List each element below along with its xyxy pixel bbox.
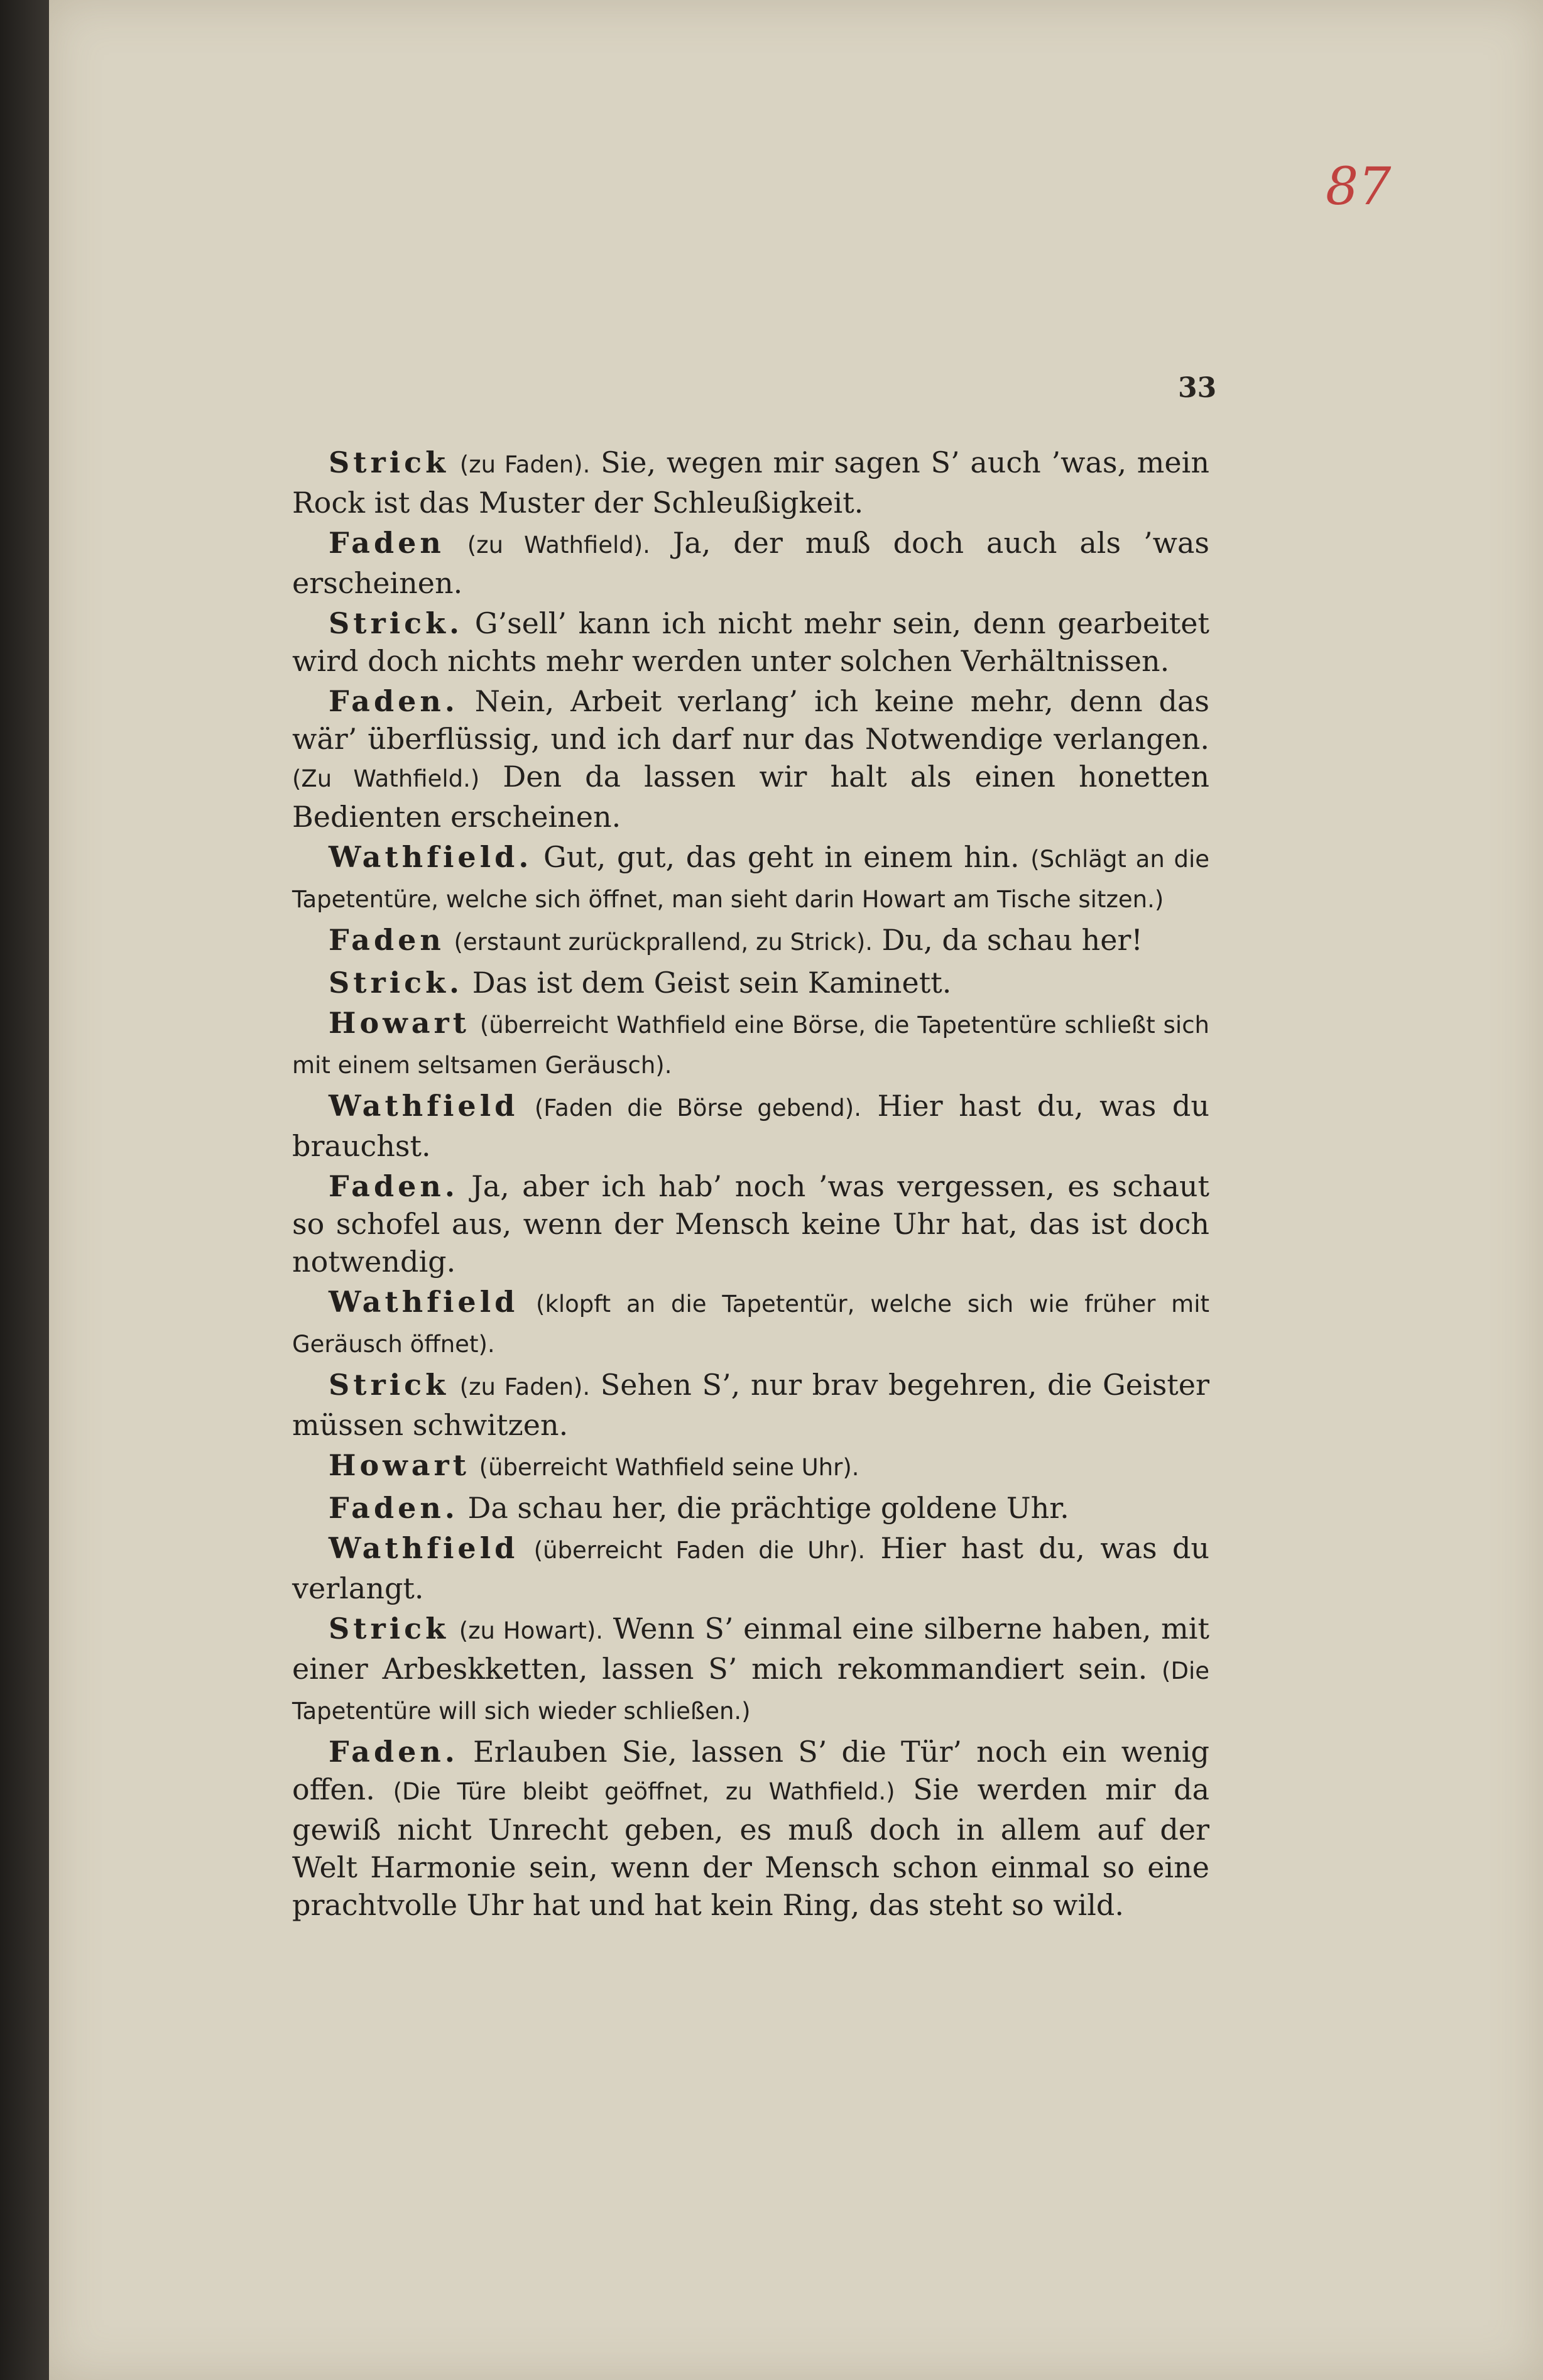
dialogue-line xyxy=(292,1283,1209,1363)
dialogue-text: Da schau her, die prächtige goldene Uhr. xyxy=(467,1491,1069,1525)
speaker-name: Wathfield xyxy=(329,1089,519,1123)
dialogue-line xyxy=(292,964,1209,1002)
stage-direction: (Die Tapetentüre will sich wieder schließen.) xyxy=(292,1657,1209,1725)
dialogue-text: Du, da schau her! xyxy=(881,923,1143,957)
stage-direction: (überreicht Wathfield seine Uhr). xyxy=(479,1454,859,1481)
speaker-name: Wathfield xyxy=(329,1531,519,1565)
dialogue-text: Ja, der muß doch auch als ’was erscheinen. xyxy=(292,526,1210,600)
dialogue-text: Nein, Arbeit verlang’ ich keine mehr, denn das wär’ überflüssig, und ich darf nur das Notwendige verlangen. xyxy=(292,684,1210,756)
stage-direction: (zu Howart). xyxy=(459,1617,604,1644)
dialogue-text: Hier hast du, was du brauchst. xyxy=(292,1089,1209,1163)
stage-direction: (zu Wathfield). xyxy=(467,532,650,559)
page-number: 33 xyxy=(1178,372,1217,404)
stage-direction: (Zu Wathfield.) xyxy=(292,765,480,792)
dialogue-text: Sehen S’, nur brav begehren, die Geister müssen schwitzen. xyxy=(292,1368,1209,1442)
dialogue-line xyxy=(292,1733,1209,1924)
stage-direction: (klopft an die Tapetentür, welche sich wie früher mit Geräusch öffnet). xyxy=(292,1291,1210,1358)
dialogue-text: Gut, gut, das geht in einem hin. xyxy=(543,840,1020,874)
speaker-name: Faden. xyxy=(329,684,459,718)
speaker-name: Faden. xyxy=(329,1735,459,1769)
speaker-name: Faden xyxy=(329,526,445,560)
dialogue-line xyxy=(292,604,1209,680)
dialogue-line xyxy=(292,682,1209,836)
speaker-name: Strick. xyxy=(329,606,464,640)
dialogue-line xyxy=(292,1004,1209,1084)
dialogue-line xyxy=(292,524,1209,602)
stage-direction: (Die Türe bleibt geöffnet, zu Wathfield.) xyxy=(393,1778,895,1805)
dialogue-text: Sie werden mir da gewiß nicht Unrecht geben, es muß doch in allem auf der Welt Harmonie sein, wenn der Mensch schon einmal so eine prachtvolle Uhr hat und hat kein Ring, das steht so wild. xyxy=(292,1772,1210,1922)
script-text xyxy=(292,444,1209,1926)
speaker-name: Strick xyxy=(329,445,450,479)
speaker-name: Howart xyxy=(329,1448,471,1482)
stage-direction: (Schlägt an die Tapetentüre, welche sich öffnet, man sieht darin Howart am Tische sitzen.) xyxy=(292,846,1210,913)
folio-mark: 87 xyxy=(1326,157,1392,217)
dialogue-text: G’sell’ kann ich nicht mehr sein, denn gearbeitet wird doch nichts mehr werden unter solchen Verhältnissen. xyxy=(292,606,1209,678)
dialogue-line xyxy=(292,1446,1209,1487)
stage-direction: (überreicht Wathfield eine Börse, die Tapetentüre schließt sich mit einem seltsamen Geräusch). xyxy=(292,1012,1209,1079)
stage-direction: (zu Faden). xyxy=(459,1373,591,1400)
scan-edge xyxy=(0,0,49,2380)
speaker-name: Faden. xyxy=(329,1169,459,1203)
dialogue-line xyxy=(292,444,1209,521)
dialogue-line xyxy=(292,1167,1209,1280)
dialogue-text: Hier hast du, was du verlangt. xyxy=(292,1531,1210,1605)
speaker-name: Wathfield xyxy=(329,1285,519,1319)
dialogue-text: Sie, wegen mir sagen S’ auch ’was, mein Rock ist das Muster der Schleußigkeit. xyxy=(292,445,1209,520)
dialogue-text: Erlauben Sie, lassen S’ die Tür’ noch ein wenig offen. xyxy=(292,1735,1209,1806)
dialogue-line xyxy=(292,921,1209,961)
dialogue-text: Das ist dem Geist sein Kaminett. xyxy=(472,966,952,1000)
dialogue-line xyxy=(292,838,1209,919)
stage-direction: (zu Faden). xyxy=(459,451,591,478)
dialogue-line xyxy=(292,1529,1209,1607)
speaker-name: Strick xyxy=(329,1368,450,1402)
speaker-name: Strick xyxy=(329,1612,450,1646)
dialogue-line xyxy=(292,1087,1209,1165)
stage-direction: (überreicht Faden die Uhr). xyxy=(533,1537,866,1564)
dialogue-line xyxy=(292,1366,1209,1444)
dialogue-line xyxy=(292,1610,1209,1730)
speaker-name: Howart xyxy=(329,1006,471,1040)
stage-direction: (Faden die Börse gebend). xyxy=(534,1094,861,1122)
dialogue-text: Den da lassen wir halt als einen honetten Bedienten erscheinen. xyxy=(292,760,1210,834)
speaker-name: Faden xyxy=(329,923,445,957)
speaker-name: Wathfield. xyxy=(329,840,533,874)
dialogue-line xyxy=(292,1489,1209,1527)
stage-direction: (erstaunt zurückprallend, zu Strick). xyxy=(454,929,873,956)
dialogue-text: Ja, aber ich hab’ noch ’was vergessen, es schaut so schofel aus, wenn der Mensch keine Uhr hat, das ist doch notwendig. xyxy=(292,1169,1210,1279)
speaker-name: Faden. xyxy=(329,1491,459,1525)
dialogue-text: Wenn S’ einmal eine silberne haben, mit einer Arbeskketten, lassen S’ mich rekommandiert sein. xyxy=(292,1612,1209,1686)
speaker-name: Strick. xyxy=(329,966,464,1000)
